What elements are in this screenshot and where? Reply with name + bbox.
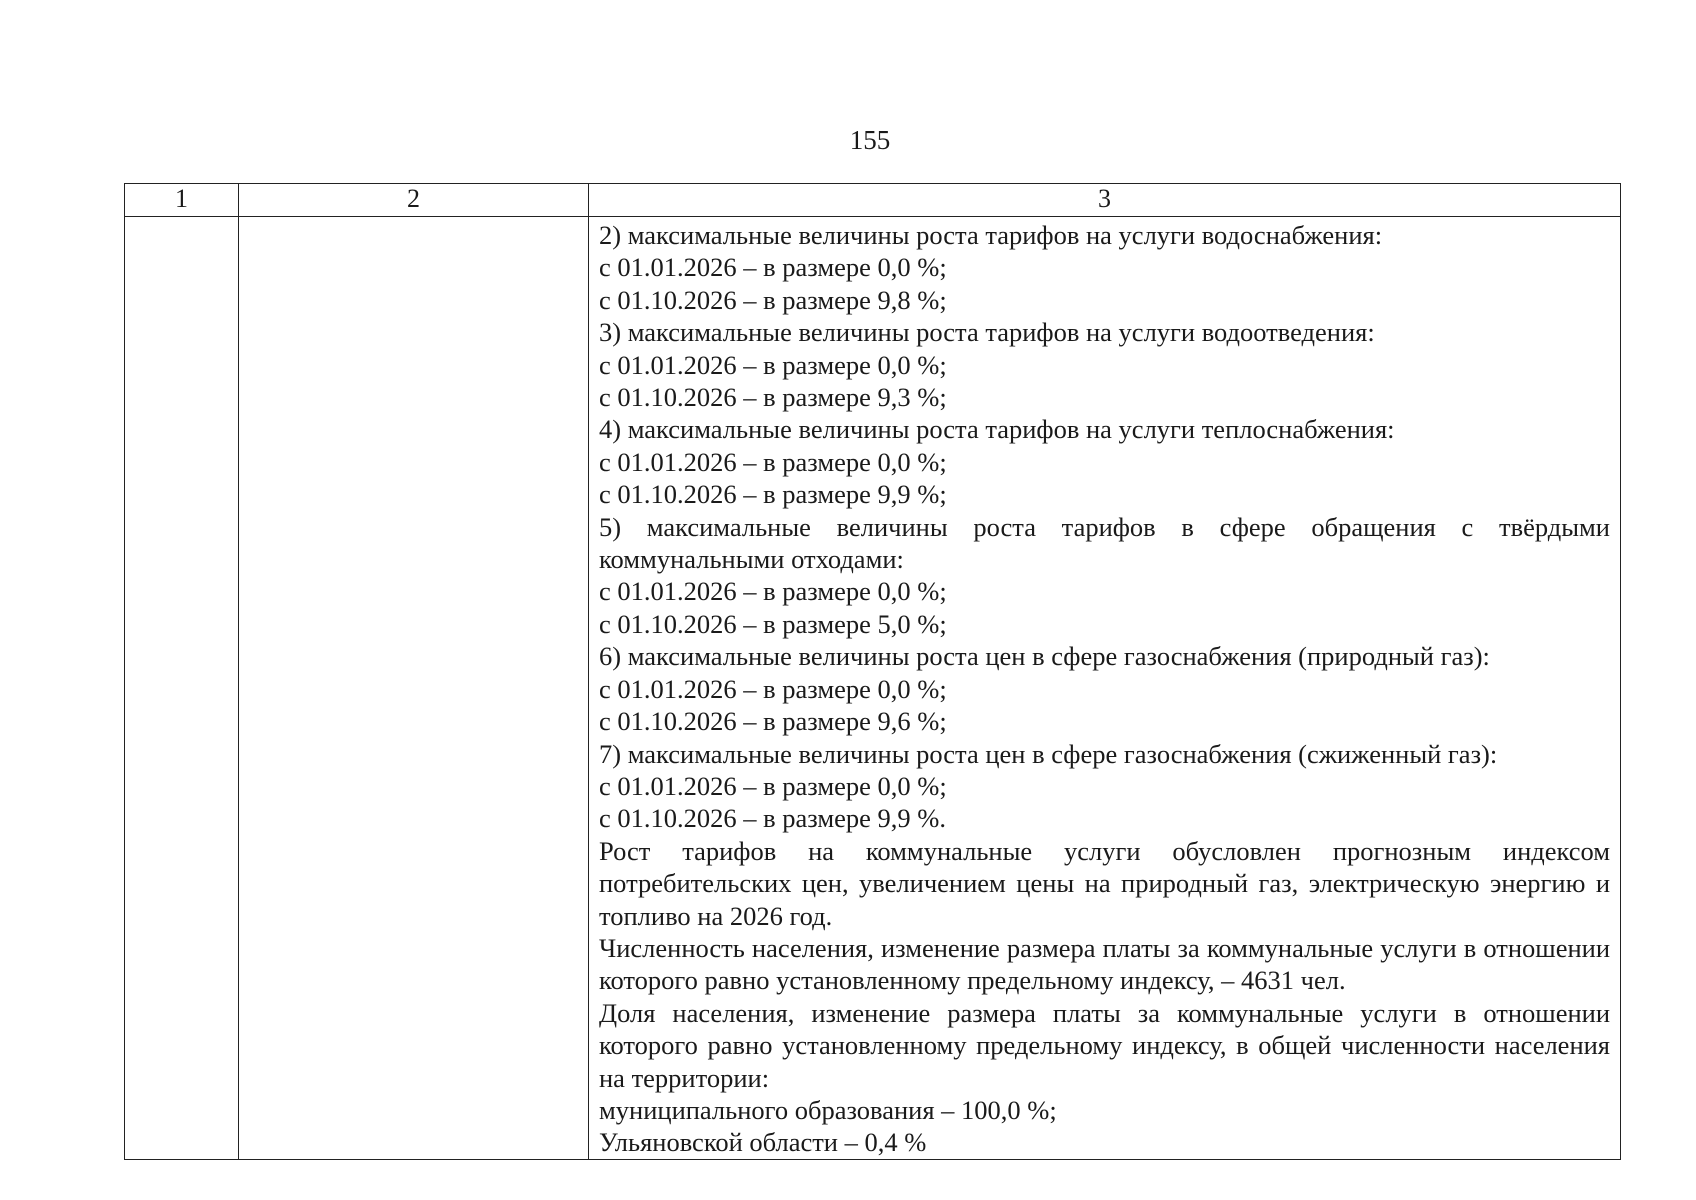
text-line-region: Ульяновской области – 0,4 % (599, 1127, 927, 1158)
text-line: с 01.10.2026 – в размере 9,6 %; (599, 706, 947, 737)
text-line: с 01.10.2026 – в размере 9,8 %; (599, 284, 947, 315)
text-line: 6) максимальные величины роста цен в сфере газоснабжения (природный газ): (599, 641, 1490, 672)
tariff-content (589, 217, 1620, 1159)
table-header-row (125, 184, 1621, 217)
text-line: с 01.01.2026 – в размере 0,0 %; (599, 252, 947, 283)
text-line: с 01.10.2026 – в размере 9,9 %. (599, 803, 946, 834)
table-row (125, 217, 1621, 1160)
paragraph-population-share: Доля населения, изменение размера платы за коммунальные услуги в отношении которого равно установленному предельному индексу, в общей численности населения на территории: (599, 997, 1610, 1093)
text-line: с 01.01.2026 – в размере 0,0 %; (599, 349, 947, 380)
header-col-1: 1 (125, 184, 239, 217)
text-line: с 01.10.2026 – в размере 9,9 %; (599, 479, 947, 510)
paragraph-population-count: Численность населения, изменение размера платы за коммунальные услуги в отношении которого равно установленному предельному индексу, – 4631 чел. (599, 932, 1610, 996)
header-col-2: 2 (239, 184, 589, 217)
paragraph-solid-waste: 5) максимальные величины роста тарифов в сфере обращения с твёрдыми коммунальными отходами: (599, 511, 1610, 575)
header-col-3: 3 (589, 184, 1621, 217)
paragraph-tariff-growth: Рост тарифов на коммунальные услуги обусловлен прогнозным индексом потребительских цен, увеличением цены на природный газ, электрическую энергию и топливо на 2026 год. (599, 835, 1610, 931)
text-line: 3) максимальные величины роста тарифов на услуги водоотведения: (599, 317, 1375, 348)
text-line: с 01.01.2026 – в размере 0,0 %; (599, 770, 947, 801)
cell-col-2 (239, 217, 589, 1160)
text-line: 4) максимальные величины роста тарифов на услуги теплоснабжения: (599, 414, 1395, 445)
text-line-municipal: муниципального образования – 100,0 %; (599, 1094, 1057, 1125)
text-line: с 01.01.2026 – в размере 0,0 %; (599, 576, 947, 607)
document-table (124, 183, 1621, 1160)
text-line: с 01.01.2026 – в размере 0,0 %; (599, 673, 947, 704)
text-line: 2) максимальные величины роста тарифов на услуги водоснабжения: (599, 220, 1383, 250)
text-line: с 01.10.2026 – в размере 9,3 %; (599, 382, 947, 413)
text-line: 7) максимальные величины роста цен в сфере газоснабжения (сжиженный газ): (599, 738, 1498, 769)
page-number: 155 (849, 125, 891, 155)
text-line: с 01.10.2026 – в размере 5,0 %; (599, 608, 947, 639)
cell-col-1 (125, 217, 239, 1160)
cell-col-3 (589, 217, 1621, 1160)
text-line: с 01.01.2026 – в размере 0,0 %; (599, 446, 947, 477)
